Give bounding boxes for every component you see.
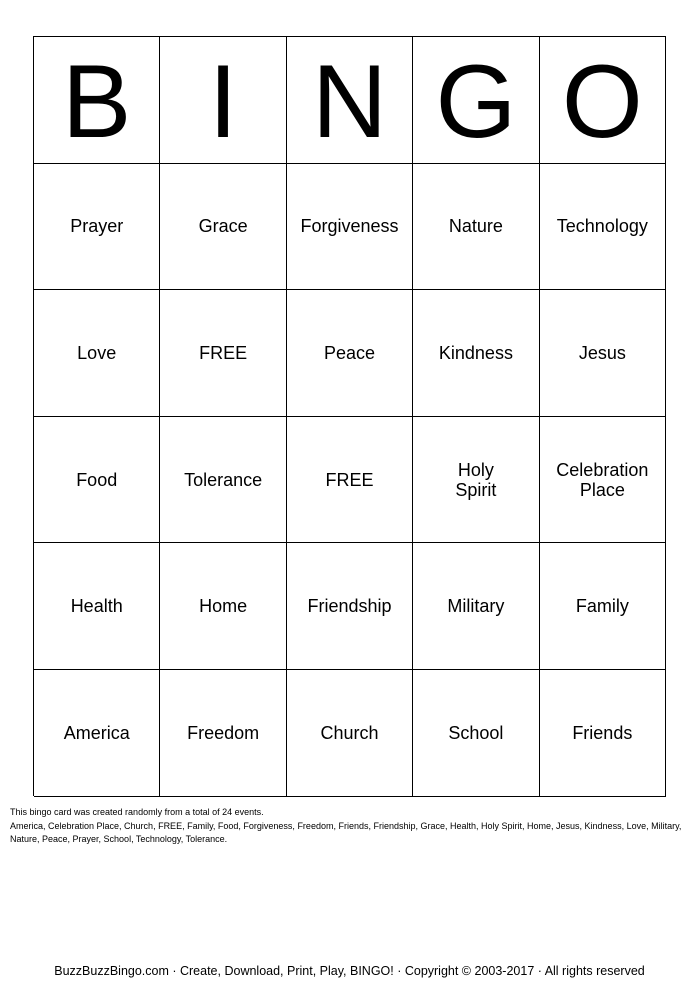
bingo-row-1 [34, 164, 666, 291]
bingo-header-row [34, 37, 666, 164]
notes-summary: This bingo card was created randomly from a total of 24 events. [10, 807, 264, 817]
bingo-cell: Grace [160, 164, 286, 291]
bingo-cell: Forgiveness [287, 164, 413, 291]
bingo-cell: Prayer [34, 164, 160, 291]
bingo-card [33, 36, 666, 796]
bingo-cell: School [413, 670, 539, 797]
bingo-cell: Food [34, 417, 160, 544]
bingo-cell: Health [34, 543, 160, 670]
bingo-row-5 [34, 670, 666, 797]
bingo-cell: Love [34, 290, 160, 417]
header-letter-i: I [160, 37, 286, 164]
bingo-cell: Nature [413, 164, 539, 291]
page-footer: BuzzBuzzBingo.com · Create, Download, Print, Play, BINGO! · Copyright © 2003-2017 · All rights reserved [54, 964, 645, 978]
bingo-cell: Peace [287, 290, 413, 417]
bingo-cell: Celebration Place [540, 417, 666, 544]
bingo-cell-free: FREE [160, 290, 286, 417]
bingo-cell: Freedom [160, 670, 286, 797]
bingo-cell: Church [287, 670, 413, 797]
bingo-cell: Technology [540, 164, 666, 291]
notes-event-list: America, Celebration Place, Church, FREE, Family, Food, Forgiveness, Freedom, Friends, Friendship, Grace, Health, Holy Spirit, Home, Jesus, Kindness, Love, Military, Nature, Peace, Prayer, School, Technology, Tolerance. [10, 820, 682, 844]
bingo-cell: Tolerance [160, 417, 286, 544]
bingo-cell-free: FREE [287, 417, 413, 544]
header-letter-b: B [34, 37, 160, 164]
bingo-cell: Family [540, 543, 666, 670]
bingo-cell: Jesus [540, 290, 666, 417]
bingo-cell: Holy Spirit [413, 417, 539, 544]
bingo-cell: Home [160, 543, 286, 670]
bingo-row-2 [34, 290, 666, 417]
bingo-cell: Military [413, 543, 539, 670]
card-notes [10, 806, 690, 847]
header-letter-o: O [540, 37, 666, 164]
bingo-cell: Friends [540, 670, 666, 797]
bingo-cell: Kindness [413, 290, 539, 417]
header-letter-g: G [413, 37, 539, 164]
bingo-row-3 [34, 417, 666, 544]
bingo-row-4 [34, 543, 666, 670]
bingo-cell: America [34, 670, 160, 797]
bingo-cell: Friendship [287, 543, 413, 670]
header-letter-n: N [287, 37, 413, 164]
